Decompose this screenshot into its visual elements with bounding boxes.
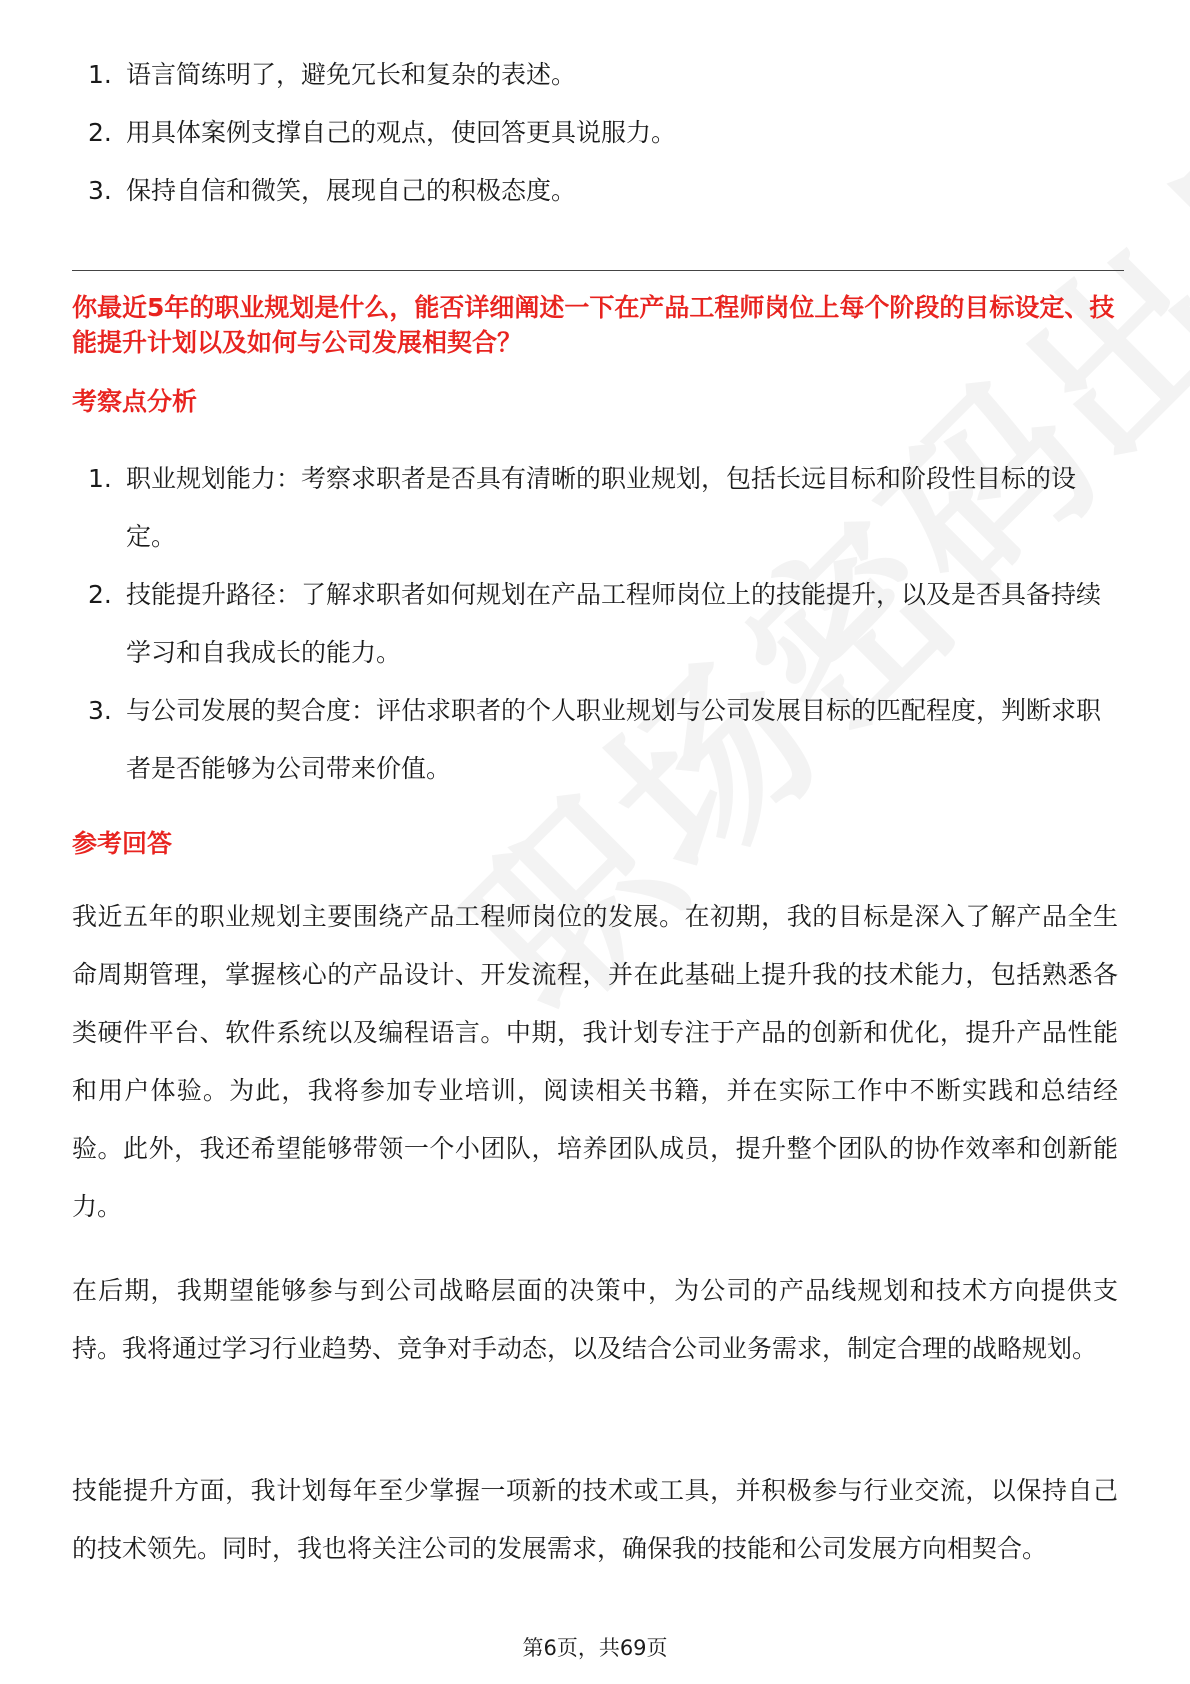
list-item [72, 450, 1118, 566]
list-item [72, 566, 1118, 682]
answer-paragraph: 我近五年的职业规划主要围绕产品工程师岗位的发展。在初期，我的目标是深入了解产品全生命周期管理，掌握核心的产品设计、开发流程，并在此基础上提升我的技术能力，包括熟悉各类硬件平台、软件系统以及编程语言。中期，我计划专注于产品的创新和优化，提升产品性能和用户体验。为此，我将参加专业培训，阅读相关书籍，并在实际工作中不断实践和总结经验。此外，我还希望能够带领一个小团队，培养团队成员，提升整个团队的协作效率和创新能力。 [72, 902, 1118, 1221]
list-item-text: 语言简练明了，避免冗长和复杂的表述。 [126, 60, 577, 89]
list-item-text: 保持自信和微笑，展现自己的积极态度。 [126, 176, 577, 205]
list-item-text: 用具体案例支撑自己的观点，使回答更具说服力。 [126, 118, 677, 147]
list-number: 1. [88, 464, 112, 493]
answer-paragraph: 技能提升方面，我计划每年至少掌握一项新的技术或工具，并积极参与行业交流，以保持自己的技术领先。同时，我也将关注公司的发展需求，确保我的技能和公司发展方向相契合。 [72, 1476, 1118, 1563]
analysis-list [72, 450, 1118, 798]
list-item-text: 技能提升路径：了解求职者如何规划在产品工程师岗位上的技能提升，以及是否具备持续学习和自我成长的能力。 [126, 580, 1102, 667]
tips-list [72, 46, 1118, 220]
list-number: 3. [88, 696, 112, 725]
list-item-text: 与公司发展的契合度：评估求职者的个人职业规划与公司发展目标的匹配程度，判断求职者是否能够为公司带来价值。 [126, 696, 1102, 783]
answer-heading: 参考回答 [72, 829, 173, 858]
list-item [72, 682, 1118, 798]
list-number: 2. [88, 118, 112, 147]
page-footer: 第6页，共69页 [522, 1636, 668, 1660]
list-number: 2. [88, 580, 112, 609]
section-divider [72, 270, 1124, 271]
question-title: 你最近5年的职业规划是什么，能否详细阐述一下在产品工程师岗位上每个阶段的目标设定、技能提升计划以及如何与公司发展相契合？ [72, 293, 1115, 357]
answer-paragraph: 在后期，我期望能够参与到公司战略层面的决策中，为公司的产品线规划和技术方向提供支持。我将通过学习行业趋势、竞争对手动态，以及结合公司业务需求，制定合理的战略规划。 [72, 1276, 1118, 1363]
list-item [72, 162, 1118, 220]
list-item [72, 46, 1118, 104]
analysis-heading: 考察点分析 [72, 387, 198, 416]
list-item [72, 104, 1118, 162]
list-number: 1. [88, 60, 112, 89]
list-number: 3. [88, 176, 112, 205]
list-item-text: 职业规划能力：考察求职者是否具有清晰的职业规划，包括长远目标和阶段性目标的设定。 [126, 464, 1077, 551]
